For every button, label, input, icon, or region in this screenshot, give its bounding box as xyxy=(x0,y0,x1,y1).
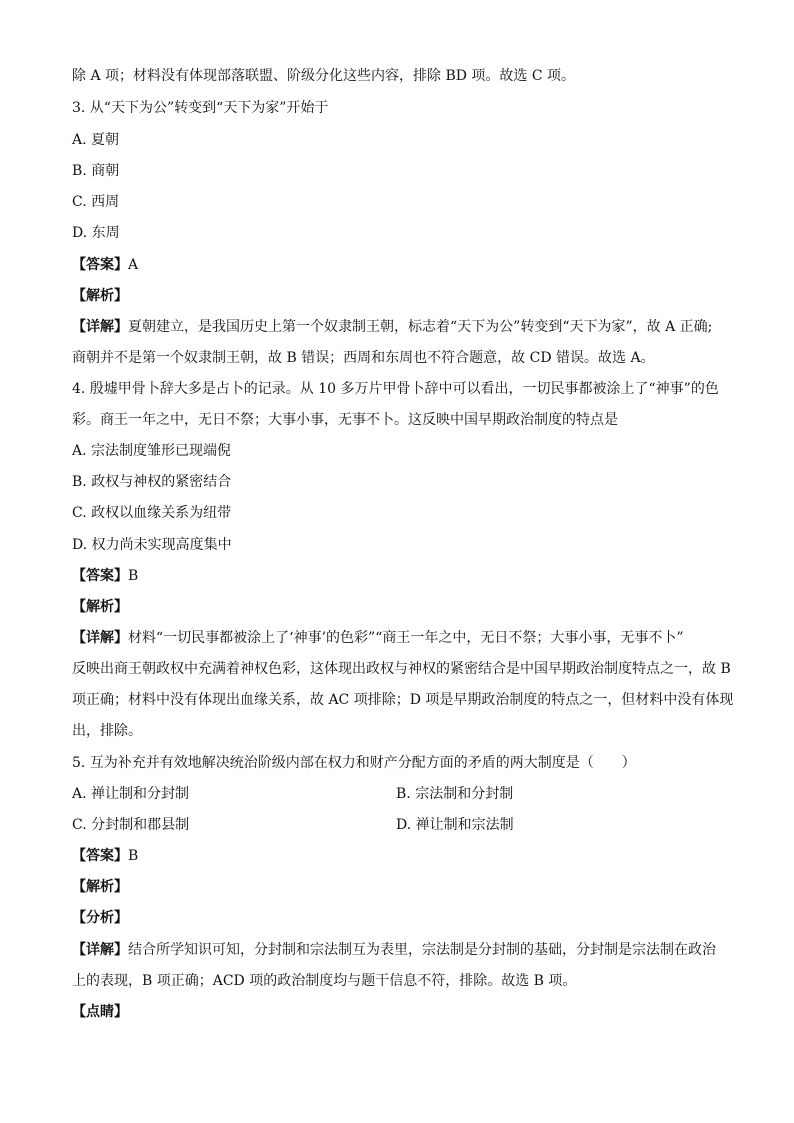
question-3-stem: 3. 从“天下为公”转变到“天下为家”开始于 xyxy=(72,100,329,116)
detail-text: 夏朝建立，是我国历史上第一个奴隶制王朝，标志着“天下为公”转变到“天下为家”，故 A 正确; xyxy=(128,319,713,335)
question-3-option-a: A. 夏朝 xyxy=(72,132,120,148)
answer-value: A xyxy=(128,257,139,273)
text-line: 除 A 项；材料没有体现部落联盟、阶级分化这些内容，排除 BD 项。故选 C 项。 xyxy=(72,68,576,84)
question-5-option-c: C. 分封制和郡县制 xyxy=(72,817,190,833)
question-5-fenxi-label: 【分析】 xyxy=(72,910,128,926)
answer-label: 【答案】 xyxy=(72,848,128,864)
answer-label: 【答案】 xyxy=(72,568,128,584)
question-3-analysis-label: 【解析】 xyxy=(72,288,128,304)
question-4-detail-line: 出，排除。 xyxy=(72,723,142,739)
question-5-option-a: A. 禅让制和分封制 xyxy=(72,786,190,802)
detail-label: 【详解】 xyxy=(72,630,128,646)
detail-label: 【详解】 xyxy=(72,942,128,958)
question-4-analysis-label: 【解析】 xyxy=(72,599,128,615)
question-4-detail-line: 反映出商王朝政权中充满着神权色彩，这体现出政权与神权的紧密结合是中国早期政治制度特点之一，故 B xyxy=(72,661,731,677)
question-3-option-c: C. 西周 xyxy=(72,194,120,210)
question-4-option-d: D. 权力尚未实现高度集中 xyxy=(72,537,232,553)
question-3-answer xyxy=(72,255,138,275)
answer-value: B xyxy=(128,848,139,864)
question-4-stem-line: 4. 殷墟甲骨卜辞大多是占卜的记录。从 10 多万片甲骨卜辞中可以看出，一切民事都被涂上了“神事”的色 xyxy=(72,381,719,397)
question-3-detail-line xyxy=(72,317,712,337)
question-3-option-d: D. 东周 xyxy=(72,225,120,241)
question-5-dianjing-label: 【点睛】 xyxy=(72,1004,128,1020)
detail-label: 【详解】 xyxy=(72,319,128,335)
answer-label: 【答案】 xyxy=(72,257,128,273)
question-4-answer xyxy=(72,566,138,586)
question-3-detail-line: 商朝并不是第一个奴隶制王朝，故 B 错误；西周和东周也不符合题意，故 CD 错误。故选 A。 xyxy=(72,350,655,366)
answer-value: B xyxy=(128,568,139,584)
question-3-option-b: B. 商朝 xyxy=(72,163,120,179)
question-5-stem: 5. 互为补充并有效地解决统治阶级内部在权力和财产分配方面的矛盾的两大制度是（ ） xyxy=(72,755,636,771)
question-4-option-b: B. 政权与神权的紧密结合 xyxy=(72,474,232,490)
question-5-option-b: B. 宗法制和分封制 xyxy=(396,786,514,802)
question-5-option-d: D. 禅让制和宗法制 xyxy=(396,817,514,833)
question-5-detail-line: 上的表现，B 项正确；ACD 项的政治制度均与题干信息不符，排除。故选 B 项。 xyxy=(72,973,577,989)
detail-text: 结合所学知识可知，分封制和宗法制互为表里，宗法制是分封制的基础，分封制是宗法制在政治 xyxy=(128,942,716,958)
question-5-answer xyxy=(72,846,138,866)
question-5-analysis-label: 【解析】 xyxy=(72,879,128,895)
question-4-detail-line: 项正确；材料中没有体现出血缘关系，故 AC 项排除；D 项是早期政治制度的特点之一，但材料中没有体现 xyxy=(72,692,734,708)
question-5-detail-line xyxy=(72,940,716,960)
detail-text: 材料“一切民事都被涂上了‘神事’的色彩”“商王一年之中，无日不祭；大事小事，无事不卜” xyxy=(128,630,684,646)
question-4-option-c: C. 政权以血缘关系为纽带 xyxy=(72,505,232,521)
question-4-detail-line xyxy=(72,628,684,648)
question-4-stem-line: 彩。商王一年之中，无日不祭；大事小事，无事不卜。这反映中国早期政治制度的特点是 xyxy=(72,412,618,428)
question-4-option-a: A. 宗法制度雏形已现端倪 xyxy=(72,443,232,459)
